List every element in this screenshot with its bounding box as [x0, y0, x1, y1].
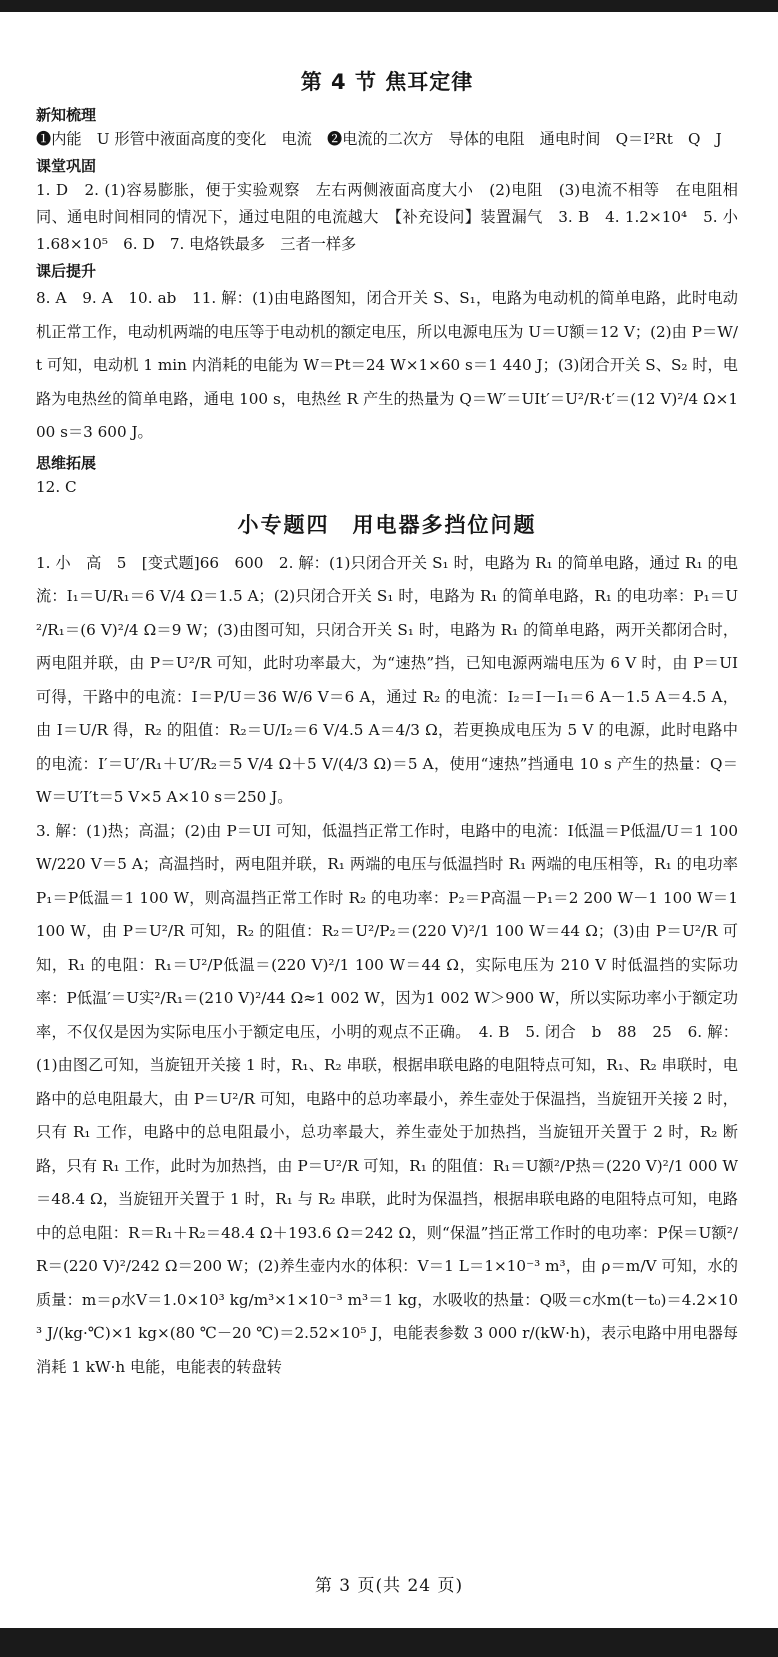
heading-kehou: 课后提升: [36, 262, 97, 280]
kehou-text: 8. A 9. A 10. ab 11. 解：(1)由电路图知，闭合开关 S、S₁，电路为电动机的简单电路，此时电动机正常工作，电动机两端的电压等于电动机的额定电压，所以电源电压为 U＝U额＝12 V；(2)由 P＝W/t 可知，电动机 1 min 内消耗的电能为 W＝Pt＝24 W×1×60 s＝1 440 J；(3)闭合开关 S、S₂ 时，电路为电热丝的简单电路，通电 100 s，电热丝 R 产生的热量为 Q＝W′＝UIt′＝U²/R·t′＝(12 V)²/4 Ω×100 s＝3 600 J。: [36, 289, 738, 441]
section-title-joule-law: 第 4 节 焦耳定律: [300, 70, 474, 94]
heading-xinzhi: 新知梳理: [36, 106, 97, 124]
scan-bottom-border: [0, 1628, 778, 1657]
heading-siwei: 思维拓展: [36, 453, 97, 472]
scan-top-border: [0, 0, 778, 12]
siwei-text: 12. C: [36, 477, 77, 496]
multi-gear-answers-3-6: 3. 解：(1)热；高温；(2)由 P＝UI 可知，低温挡正常工作时，电路中的电流：I低温＝P低温/U＝1 100 W/220 V＝5 A；高温挡时，两电阻并联，R₁ 两端的电压与低温挡时 R₁ 两端的电压相等，R₁ 的电功率 P₁＝P低温＝1 100 W，则高温挡正常工作时 R₂ 的电功率：P₂＝P高温－P₁＝2 200 W－1 100 W＝1 100 W，由 P＝U²/R 可知，R₂ 的阻值：R₂＝U²/P₂＝(220 V)²/1 100 W＝44 Ω；(3)由 P＝U²/R 可知，R₁ 的电阻：R₁＝U²/P低温＝(220 V)²/1 100 W＝44 Ω，实际电压为 210 V 时低温挡的实际功率：P低温′＝U实²/R₁＝(210 V)²/44 Ω≈1 002 W，因为1 002 W＞900 W，所以实际功率小于额定功率，不仅仅是因为实际电压小于额定电压，小明的观点不正确。 4. B 5. 闭合 b 88 25 6. 解：(1)由图乙可知，当旋钮开关接 1 时，R₁、R₂ 串联，根据串联电路的电阻特点可知，R₁、R₂ 串联时，电路中的总电阻最大，由 P＝U²/R 可知，电路中的总功率最小，养生壶处于保温挡，当旋钮开关接 2 时，只有 R₁ 工作，电路中的总电阻最小，总功率最大，养生壶处于加热挡，当旋钮开关置于 2 时，R₂ 断路，只有 R₁ 工作，此时为加热挡，由 P＝U²/R 可知，R₁ 的阻值：R₁＝U额²/P热＝(220 V)²/1 000 W＝48.4 Ω，当旋钮开关置于 1 时，R₁ 与 R₂ 串联，此时为保温挡，根据串联电路的电阻特点可知，电路中的总电阻：R＝R₁＋R₂＝48.4 Ω＋193.6 Ω＝242 Ω，则“保温”挡正常工作时的电功率：P保＝U额²/R＝(220 V)²/242 Ω＝200 W；(2)养生壶内水的体积：V＝1 L＝1×10⁻³ m³，由 ρ＝m/V 可知，水的质量：m＝ρ水V＝1.0×10³ kg/m³×1×10⁻³ m³＝1 kg，水吸收的热量：Q吸＝c水m(t－t₀)＝4.2×10³ J/(kg·℃)×1 kg×(80 ℃－20 ℃)＝2.52×10⁵ J，电能表参数 3 000 r/(kW·h)，表示电路中用电器每消耗 1 kW·h 电能，电能表的转盘转: [36, 821, 738, 1376]
ketang-text: 1. D 2. (1)容易膨胀，便于实验观察 左右两侧液面高度大小 (2)电阻 (3)电流不相等 在电阻相同、通电时间相同的情况下，通过电阻的电流越大 【补充设问】装置漏气 3. B 4. 1.2×10⁴ 5. 小 1.68×10⁵ 6. D 7. 电烙铁最多 三者一样多: [36, 181, 754, 253]
page-number-footer: 第 3 页(共 24 页): [314, 1576, 464, 1596]
section-title-multi-gear: 小专题四 用电器多挡位问题: [237, 512, 537, 537]
multi-gear-answers-1-2: 1. 小 高 5 [变式题]66 600 2. 解：(1)只闭合开关 S₁ 时，电路为 R₁ 的简单电路，通过 R₁ 的电流：I₁＝U/R₁＝6 V/4 Ω＝1.5 A；(2)只闭合开关 S₁ 时，电路为 R₁ 的简单电路，R₁ 的电功率：P₁＝U²/R₁＝(6 V)²/4 Ω＝9 W；(3)由图可知，只闭合开关 S₁ 时，电路为 R₁ 的简单电路，两开关都闭合时，两电阻并联，由 P＝U²/R 可知，此时功率最大，为“速热”挡，已知电源两端电压为 6 V 时，由 P＝UI 可得，干路中的电流：I＝P/U＝36 W/6 V＝6 A，通过 R₂ 的电流：I₂＝I－I₁＝6 A－1.5 A＝4.5 A，由 I＝U/R 得，R₂ 的阻值：R₂＝U/I₂＝6 V/4.5 A＝4/3 Ω，若更换成电压为 5 V 的电源，此时电路中的电流：I′＝U′/R₁＋U′/R₂＝5 V/4 Ω＋5 V/(4/3 Ω)＝5 A，使用“速热”挡通电 10 s 产生的热量：Q＝W＝U′I′t＝5 V×5 A×10 s＝250 J。: [36, 553, 738, 806]
answer-page: [36, 52, 754, 1384]
xinzhi-text: ❶内能 U 形管中液面高度的变化 电流 ❷电流的二次方 导体的电阻 通电时间 Q＝I²Rt Q J: [36, 130, 722, 148]
heading-ketang: 课堂巩固: [36, 157, 97, 175]
